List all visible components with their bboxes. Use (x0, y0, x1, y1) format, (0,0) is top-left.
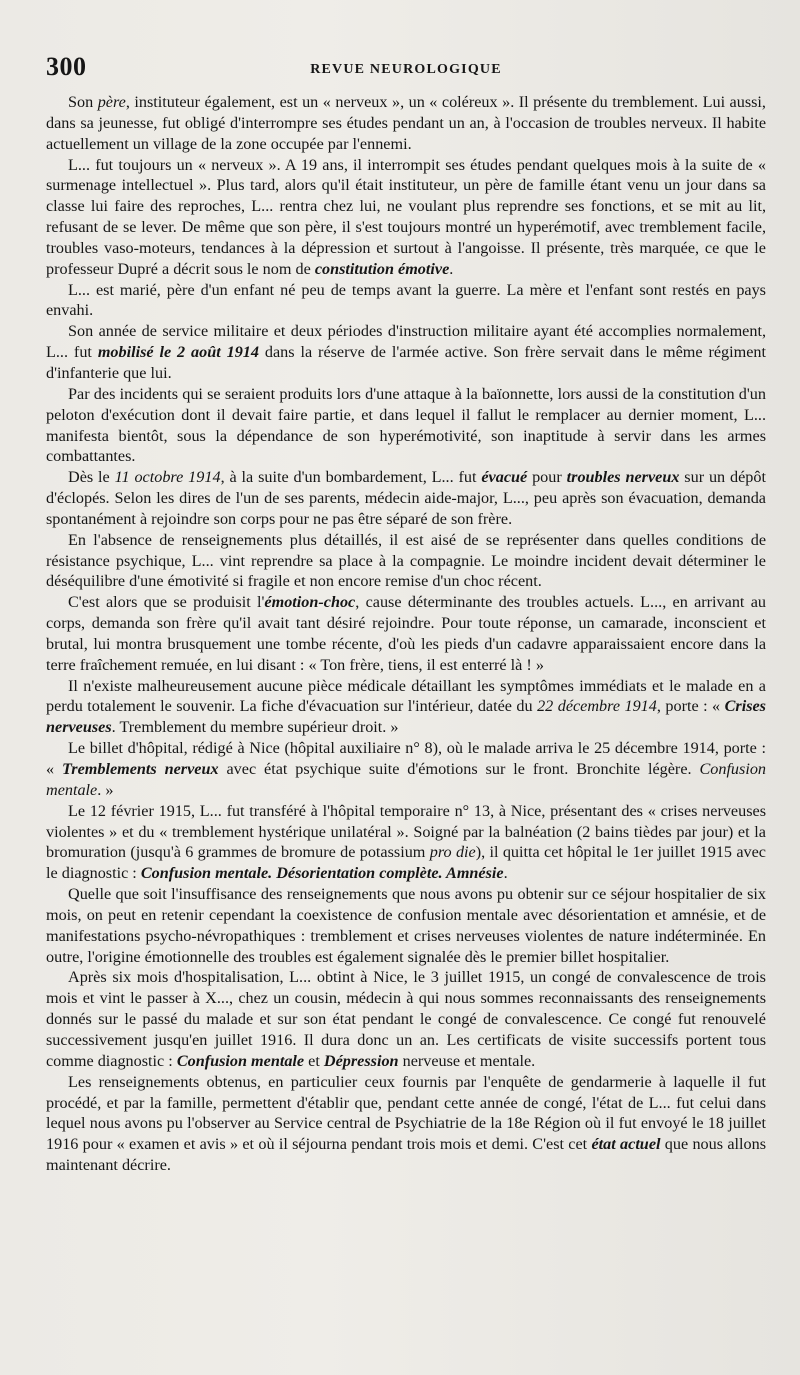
text-run: Il n'existe malheureusement aucune pièce médicale détaillant les symptômes immédiats et le malade en a perdu totalement le souvenir. La fiche d'évacuation sur l'intérieur, datée du (46, 676, 766, 716)
text-run: nerveuse et mentale. (398, 1051, 536, 1070)
text-run: En l'absence de renseignements plus détaillés, il est aisé de se représenter dans quelles conditions de résistance psychique, L... vint reprendre sa place à la compagnie. Le moindre incident devait déterminer le déséquilibre d'une émotivité si fragile et non encore remise d'un choc récent. (46, 530, 766, 591)
text-run: , à la suite d'un bombardement, L... fut (220, 468, 482, 487)
italic-text: 11 octobre 1914 (114, 468, 221, 487)
bold-text: état actuel (591, 1135, 661, 1154)
emphasized-text (177, 1052, 304, 1070)
paragraph (46, 530, 766, 593)
text-run: Après six mois d'hospitalisation, L... obtint à Nice, le 3 juillet 1915, un congé de convalescence de trois mois et vint le passer à X..., chez un cousin, médecin à qui nous sommes reconnaissants des renseignements donnés sur le passé du malade et sur son état pendant le congé de convalescence. Ce congé fut renouvelé successivement jusqu'en juillet 1916. Il dura donc un an. Les certificats de visite successifs portent tous comme diagnostic : (46, 968, 766, 1070)
text-run: Les renseignements obtenus, en particulier ceux fournis par l'enquête de gendarmerie à laquelle il fut procédé, et par la famille, permettent d'établir que, pendant cette année de congé, l'état de L... fut celui dans lequel nous avons pu l'observer au Service central de Psychiatrie de la 18e Région où il fut envoyé le 18 juillet 1916 pour « examen et avis » et où il séjourna pendant trois mois et demi. C'est cet (46, 1072, 766, 1154)
bold-text: Crises nerveuses (46, 697, 766, 737)
emphasized-text (315, 260, 449, 278)
paragraph (46, 1072, 766, 1176)
emphasized-text (591, 1135, 660, 1153)
page-header (46, 52, 766, 88)
text-run: , cause déterminante des troubles actuels. L..., en arrivant au corps, demanda son frère qu'il avait tant désiré rejoindre. Pour toute réponse, un camarade, inconscient et brutal, lui montra brusquement une tombe récente, d'où les pieds d'un cadavre apparaissaient encore dans la terre fraîchement remuée, en lui disant : « Ton frère, tiens, il est enterré là ! » (46, 593, 766, 674)
emphasized-text (141, 864, 504, 882)
italic-text: pro die (429, 843, 476, 862)
running-title: REVUE NEUROLOGIQUE (310, 62, 502, 77)
text-run: , porte : « (656, 697, 725, 716)
bold-text: troubles nerveux (566, 468, 680, 487)
text-run: Dès le (68, 468, 115, 487)
emphasized-text (98, 343, 259, 361)
bold-text: évacué (481, 468, 528, 487)
text-run: Son année de service militaire et deux périodes d'instruction militaire ayant été accomplies normalement, L... fut (46, 322, 766, 362)
page-number: 300 (46, 52, 87, 81)
paragraph (46, 738, 766, 801)
paragraph (46, 801, 766, 884)
text-run: . (449, 259, 454, 278)
text-run: que nous allons maintenant décrire. (46, 1135, 766, 1175)
text-run: L... fut toujours un « nerveux ». A 19 ans, il interrompit ses études pendant quelques mois à la suite de « surmenage intellectuel ». Plus tard, alors qu'il était instituteur, un père de famille étant venu un jour dans sa classe lui faire des reproches, L... rentra chez lui, ne voulant plus reprendre ses fonctions, et se mit au lit, refusant de se lever. De même que son père, il s'est toujours montré un hyperémotif, avec tremblement facile, troubles vaso-moteurs, tendances à la dépression et surtout à l'angoisse. Il présente, très marquée, ce que le professeur Dupré a décrit sous le nom de (46, 155, 766, 278)
text-run: L... est marié, père d'un enfant né peu de temps avant la guerre. La mère et l'enfant sont restés en pays envahi. (46, 280, 766, 320)
emphasized-text (481, 468, 527, 486)
emphasized-text (264, 593, 355, 611)
emphasized-text (324, 1052, 399, 1070)
italic-text: Confusion mentale (46, 760, 767, 799)
paragraph (46, 280, 766, 322)
bold-text: émotion-choc (264, 593, 356, 612)
paragraph (46, 967, 766, 1071)
text-run: , instituteur également, est un « nerveux », un « coléreux ». Il présente du tremblement. Lui aussi, dans sa jeunesse, fut obligé d'interrompre ses études pendant un an, à l'occasion de troubles nerveux. Il habite actuellement un village de la zone occupée par l'ennemi. (46, 93, 766, 153)
paragraph (46, 467, 766, 530)
article-body (46, 92, 766, 1176)
paragraph (46, 321, 766, 384)
paragraph (46, 592, 766, 675)
text-run: et (304, 1051, 324, 1070)
text-run: Son (68, 93, 98, 111)
bold-text: constitution émotive (314, 259, 450, 278)
bold-text: mobilisé le 2 août 1914 (97, 343, 259, 362)
italic-text: 22 décembre 1914 (537, 697, 657, 716)
italic-text: père (97, 93, 126, 111)
paragraph (46, 155, 766, 280)
text-run: ), il quitta cet hôpital le 1er juillet 1915 avec le diagnostic : (46, 843, 766, 883)
text-run: C'est alors que se produisit l' (68, 593, 265, 612)
emphasized-text (62, 760, 219, 778)
text-run: Par des incidents qui se seraient produits lors d'une attaque à la baïonnette, lors aussi de la constitution d'un peloton d'exécution dont il devait faire partie, et dans lequel il fallut le remplacer au dernier moment, L... manifesta bientôt, sous la dépendance de son hyperémotivité, son inaptitude à servir dans les armes combattantes. (46, 384, 766, 466)
paragraph (46, 92, 766, 155)
bold-text: Confusion mentale (176, 1051, 305, 1070)
bold-text: Dépression (323, 1051, 399, 1070)
emphasized-text (567, 468, 680, 486)
text-run: avec état psychique suite d'émotions sur le front. Bronchite légère. (218, 760, 700, 778)
text-run: sur un dépôt d'éclopés. Selon les dires de l'un de ses parents, médecin aide-major, L..., peu après son évacuation, demanda spontanément à rejoindre son corps pour ne pas être séparé de son frère. (46, 468, 766, 528)
text-run: . Tremblement du membre supérieur droit. » (111, 718, 399, 737)
bold-text: Tremblements nerveux (62, 760, 219, 778)
paragraph (46, 676, 766, 739)
text-run: pour (527, 468, 567, 487)
text-run: dans la réserve de l'armée active. Son frère servait dans le même régiment d'infanterie que lui. (46, 343, 766, 382)
text-run: Le 12 février 1915, L... fut transféré à l'hôpital temporaire n° 13, à Nice, présentant des « crises nerveuses violentes » et du « tremblement hystérique unilatéral ». Soigné par la balnéation (2 bains tièdes par jour) et la bromuration (jusqu'à 6 grammes de bromure de potassium (46, 801, 766, 862)
text-run: . (503, 864, 508, 883)
paragraph (46, 384, 766, 467)
text-run: Quelle que soit l'insuffisance des renseignements que nous avons pu obtenir sur ce séjour hospitalier de six mois, on peut en retenir cependant la coexistence de confusion mentale avec désorientation et amnésie, et de manifestations psycho-névropathiques : tremblement et crises nerveuses violentes de nature indéterminée. En outre, l'origine émotionnelle des troubles est également signalée dès le premier billet hospitalier. (46, 885, 766, 966)
paragraph (46, 884, 766, 967)
text-run: . » (97, 780, 114, 799)
text-run: Le billet d'hôpital, rédigé à Nice (hôpital auxiliaire n° 8), où le malade arriva le 25 décembre 1914, porte : « (46, 739, 766, 778)
bold-text: Confusion mentale. Désorientation complète. Amnésie (140, 864, 504, 883)
